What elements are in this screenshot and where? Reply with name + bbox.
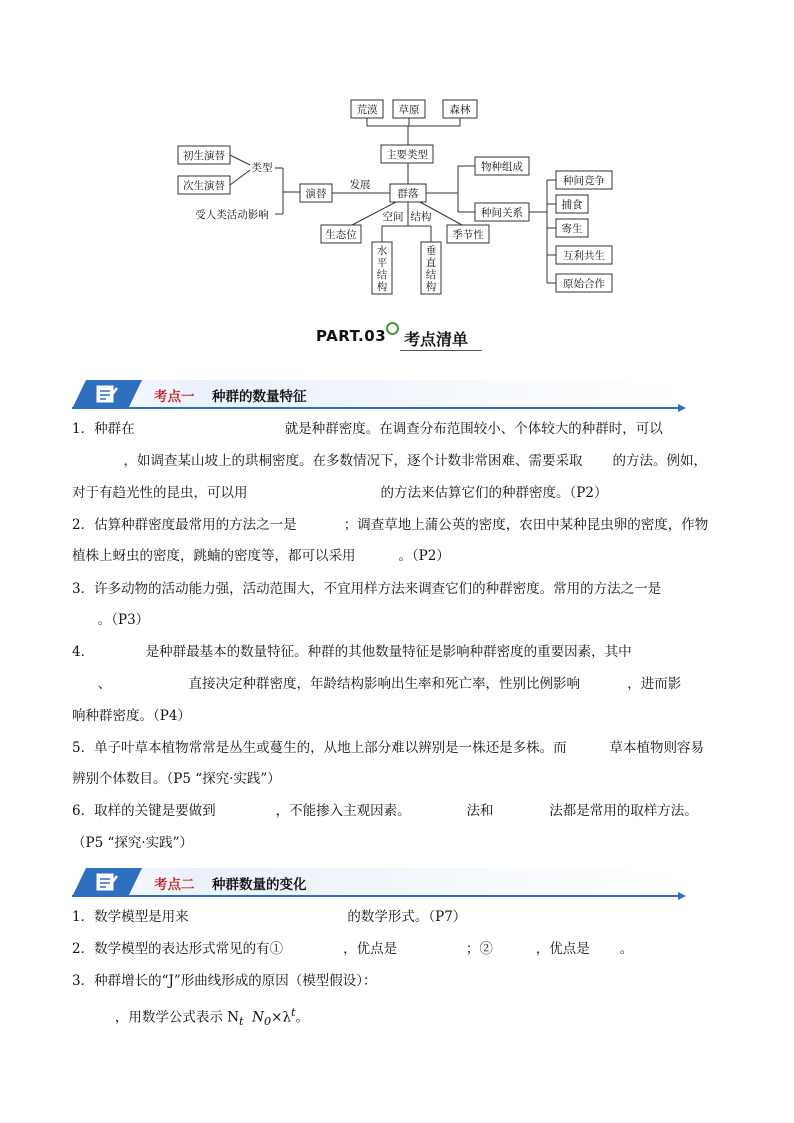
node-grassland: 草原 — [398, 104, 420, 116]
text-line: 3．许多动物的活动能力强，活动范围大，不宜用样方法来调查它们的种群密度。常用的方法之一是 — [72, 581, 662, 597]
text-line: ，如调查某山坡上的珙桐密度。在多数情况下，逐个计数非常困难、需要采取 的方法。例如， — [72, 453, 708, 469]
section-label: 考点二 — [154, 877, 195, 893]
label-space: 空间 — [382, 211, 404, 223]
text-line: 、 直接决定种群密度，年龄结构影响出生率和死亡率，性别比例影响 ，进而影 — [72, 676, 682, 692]
section-title: 种群的数量特征 — [212, 389, 307, 405]
node-community: 群落 — [397, 188, 419, 200]
arrow-icon — [678, 892, 686, 900]
formula-text: ，用数学公式表示 N — [72, 1009, 240, 1026]
node-secondary-succession: 次生演替 — [183, 180, 225, 192]
formula-line — [72, 1004, 309, 1031]
node-desert: 荒漠 — [356, 104, 378, 116]
label-types: 类型 — [251, 162, 273, 174]
subscript: 0 — [263, 1015, 272, 1029]
formula-text: N — [243, 1009, 264, 1026]
text-line: 植株上蚜虫的密度，跳蝻的密度等，都可以采用 。（P2） — [72, 548, 450, 564]
section-banner-1 — [72, 380, 682, 410]
part-underline — [400, 350, 482, 351]
part-header — [312, 322, 502, 354]
banner-underline — [72, 407, 682, 409]
text-line: 2．估算种群密度最常用的方法之一是 ；调查草地上蒲公英的密度，农田中某种昆虫卵的密度，作物 — [72, 517, 709, 533]
node-parasitism: 寄生 — [561, 223, 583, 235]
text-line: 辨别个体数目。（P5 “探究·实践”） — [72, 771, 281, 787]
text-line: 3．种群增长的“J”形曲线形成的原因（模型假设）： — [72, 973, 377, 989]
ring-icon — [386, 322, 399, 335]
superscript: t — [291, 1006, 296, 1019]
node-vertical-structure: 垂直结构 — [425, 245, 437, 293]
section-label: 考点一 — [154, 389, 195, 405]
node-niche: 生态位 — [325, 229, 357, 241]
formula-text: ×λ — [271, 1009, 292, 1026]
part-title: 考点清单 — [404, 330, 469, 349]
notepad-icon — [96, 384, 118, 404]
node-seasonality: 季节性 — [452, 229, 484, 241]
text-line: 1．数学模型是用来 的数学形式。（P7） — [72, 909, 467, 925]
text-line: 。（P3） — [72, 612, 150, 628]
arrow-icon — [678, 404, 686, 412]
part-label: PART.03 — [316, 327, 387, 345]
text-line: 1．种群在 就是种群密度。在调查分布范围较小、个体较大的种群时，可以 — [72, 421, 663, 437]
community-concept-map — [0, 0, 794, 300]
text-line: 响种群密度。（P4） — [72, 708, 191, 724]
node-protocooperation: 原始合作 — [563, 278, 605, 290]
text-line: 对于有趋光性的昆虫，可以用 的方法来估算它们的种群密度。（P2） — [72, 485, 608, 501]
label-structure: 结构 — [410, 211, 432, 223]
text-line: （P5 “探究·实践”） — [72, 835, 194, 851]
node-interspecific: 种间关系 — [481, 207, 523, 219]
label-development: 发展 — [349, 179, 371, 191]
text-line: 4． 是种群最基本的数量特征。种群的其他数量特征是影响种群密度的重要因素，其中 — [72, 644, 632, 660]
text-line: 2．数学模型的表达形式常见的有① ，优点是 ；② ，优点是 。 — [72, 941, 634, 957]
subscript: t — [239, 1015, 244, 1029]
label-human-impact: 受人类活动影响 — [195, 209, 269, 221]
node-competition: 种间竞争 — [563, 175, 605, 187]
node-mutualism: 互利共生 — [563, 250, 605, 262]
node-forest: 森林 — [449, 104, 471, 116]
formula-text: 。 — [295, 1009, 310, 1026]
text-line: 6．取样的关键是要做到 ，不能掺入主观因素。 法和 法都是常用的取样方法。 — [72, 803, 698, 819]
node-horizontal-structure: 水平结构 — [376, 245, 388, 293]
text-line: 5．单子叶草本植物常常是丛生或蔓生的，从地上部分难以辨别是一株还是多株。而 草本植物则容易 — [72, 740, 705, 756]
notepad-icon — [96, 872, 118, 892]
node-main-types: 主要类型 — [386, 149, 428, 161]
node-species-composition: 物种组成 — [481, 161, 523, 173]
node-predation: 捕食 — [561, 199, 583, 211]
node-primary-succession: 初生演替 — [183, 150, 225, 162]
section-title: 种群数量的变化 — [212, 877, 307, 893]
banner-underline — [72, 895, 682, 897]
section-banner-2 — [72, 868, 682, 898]
node-succession: 演替 — [305, 188, 327, 200]
